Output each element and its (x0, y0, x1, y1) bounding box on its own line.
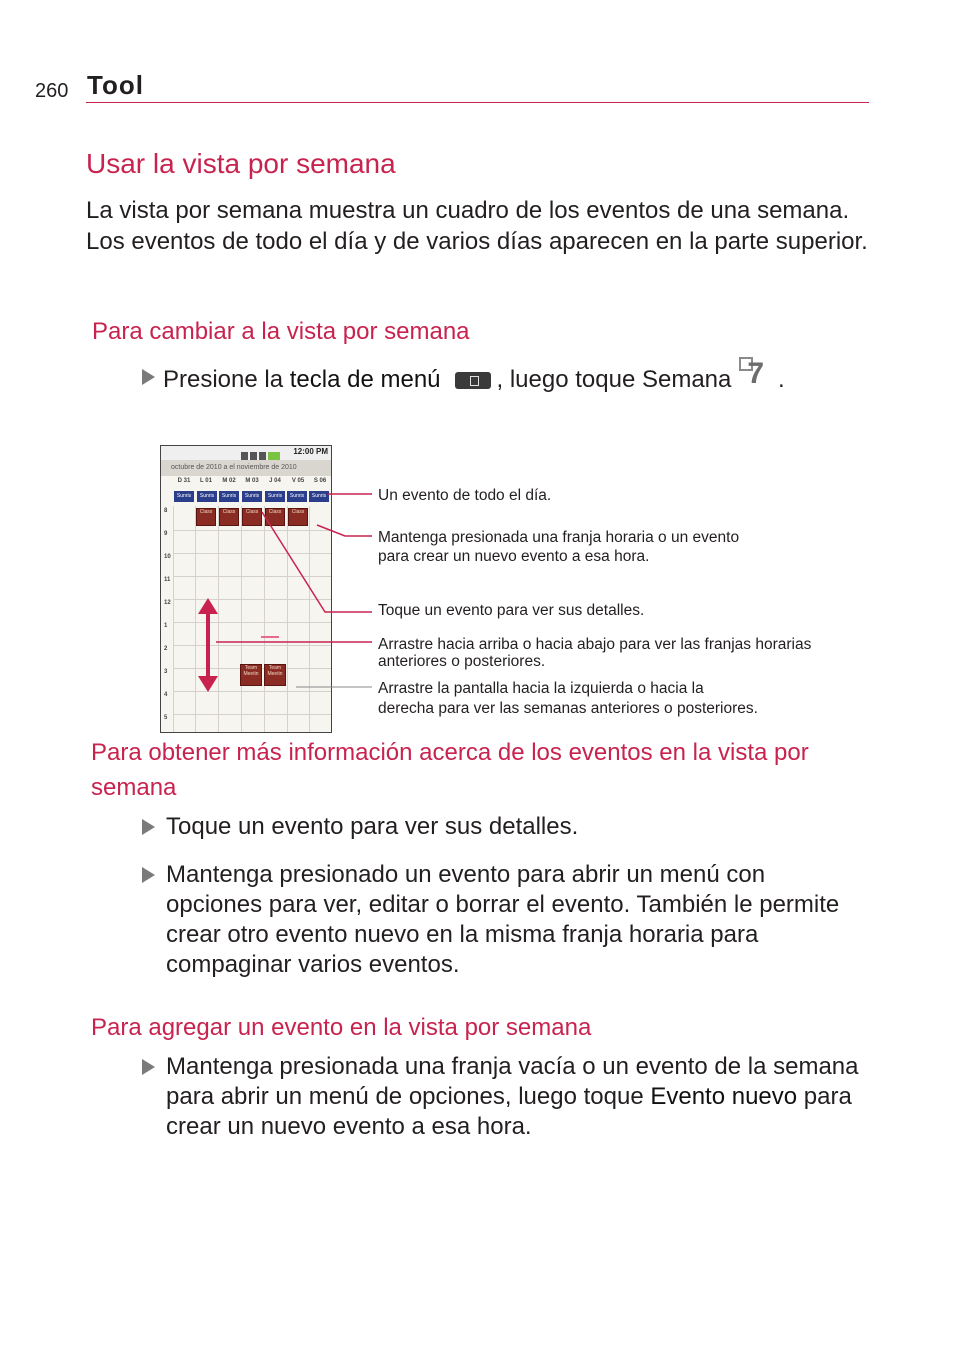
event-block[interactable]: Team Meetin (264, 664, 286, 686)
callout-line (317, 525, 372, 536)
event-block[interactable]: Class (265, 508, 285, 526)
hour-label: 9 (164, 531, 168, 537)
section-title: Tool (87, 70, 144, 100)
menu-key-label: tecla de menú (289, 366, 441, 393)
bullet-arrow-icon (142, 867, 155, 883)
hour-label: 4 (164, 692, 168, 698)
hour-label: 5 (164, 715, 168, 721)
event-block[interactable]: Class (196, 508, 216, 526)
bullet-arrow-icon (142, 819, 155, 835)
day-header: S 06 (313, 478, 327, 484)
hour-label: 10 (164, 554, 171, 560)
callout-drag-vertical: Arrastre hacia arriba o hacia abajo para ver las franjas horarias anteriores o posteriores. (378, 636, 812, 670)
bullet-hold-event: Mantenga presionado un evento para abrir un menú con opciones para ver, editar o borrar el evento. También le permite crear otro evento nuevo en la misma franja horaria para compaginar varios eventos. (166, 860, 856, 980)
callout-hold-slot: Mantenga presionada una franja horaria o un evento para crear un nuevo evento a esa hora. (378, 529, 740, 565)
allday-event[interactable]: Sunris (197, 491, 217, 502)
allday-event[interactable]: Sunris (287, 491, 307, 502)
intro-paragraph: La vista por semana muestra un cuadro de los eventos de una semana. Los eventos de todo el día y de varios días aparecen en la parte superior. (86, 197, 868, 255)
hour-label: 3 (164, 669, 168, 675)
allday-event[interactable]: Sunris (219, 491, 239, 502)
allday-event[interactable]: Sunris (174, 491, 194, 502)
day-header: D 31 (177, 478, 191, 484)
allday-event[interactable]: Sunris (309, 491, 329, 502)
event-block[interactable]: Class (242, 508, 262, 526)
day-header: M 03 (245, 478, 259, 484)
new-event-label: Evento nuevo (650, 1083, 798, 1110)
date-range: octubre de 2010 a el noviembre de 2010 (161, 460, 331, 476)
hour-label: 11 (164, 577, 171, 583)
allday-event[interactable]: Sunris (265, 491, 285, 502)
page-title: Usar la vista por semana (86, 148, 396, 179)
hour-label: 12 (164, 600, 171, 606)
bullet-tap-event: Toque un evento para ver sus detalles. (166, 812, 866, 842)
week-calendar-icon: 7 (737, 357, 771, 391)
day-header: V 05 (291, 478, 305, 484)
callout-allday: Un evento de todo el día. (378, 487, 552, 504)
heading-more-info: Para obtener más información acerca de los eventos en la vista por semana (91, 739, 809, 801)
hour-label: 8 (164, 508, 168, 514)
bullet-arrow-icon (142, 1059, 155, 1075)
status-time: 12:00 PM (293, 447, 328, 456)
hour-label: 1 (164, 623, 168, 629)
callout-tap-event: Toque un evento para ver sus detalles. (378, 602, 645, 619)
event-block[interactable]: Team Meetin (240, 664, 262, 686)
step-switch-week: Presione la tecla de menú , luego toque Semana 7 . (142, 357, 862, 395)
day-header: J 04 (269, 478, 281, 484)
page-number: 260 (35, 80, 69, 102)
day-header: L 01 (200, 478, 212, 484)
callout-drag-horizontal: Arrastre la pantalla hacia la izquierda o hacia la derecha para ver las semanas anteriores o posteriores. (378, 680, 758, 717)
day-header: M 02 (222, 478, 236, 484)
callout-line (262, 512, 372, 612)
event-block[interactable]: Class (219, 508, 239, 526)
allday-event[interactable]: Sunris (242, 491, 262, 502)
heading-add-event: Para agregar un evento en la vista por semana (91, 1014, 592, 1041)
bullet-add-event: Mantenga presionada una franja vacía o un evento de la semana para abrir un menú de opciones, luego toque Evento nuevo para crear un nuevo evento a esa hora. (166, 1052, 876, 1142)
event-block[interactable]: Class (288, 508, 308, 526)
hour-label: 2 (164, 646, 168, 652)
heading-change-week-view: Para cambiar a la vista por semana (92, 318, 470, 345)
